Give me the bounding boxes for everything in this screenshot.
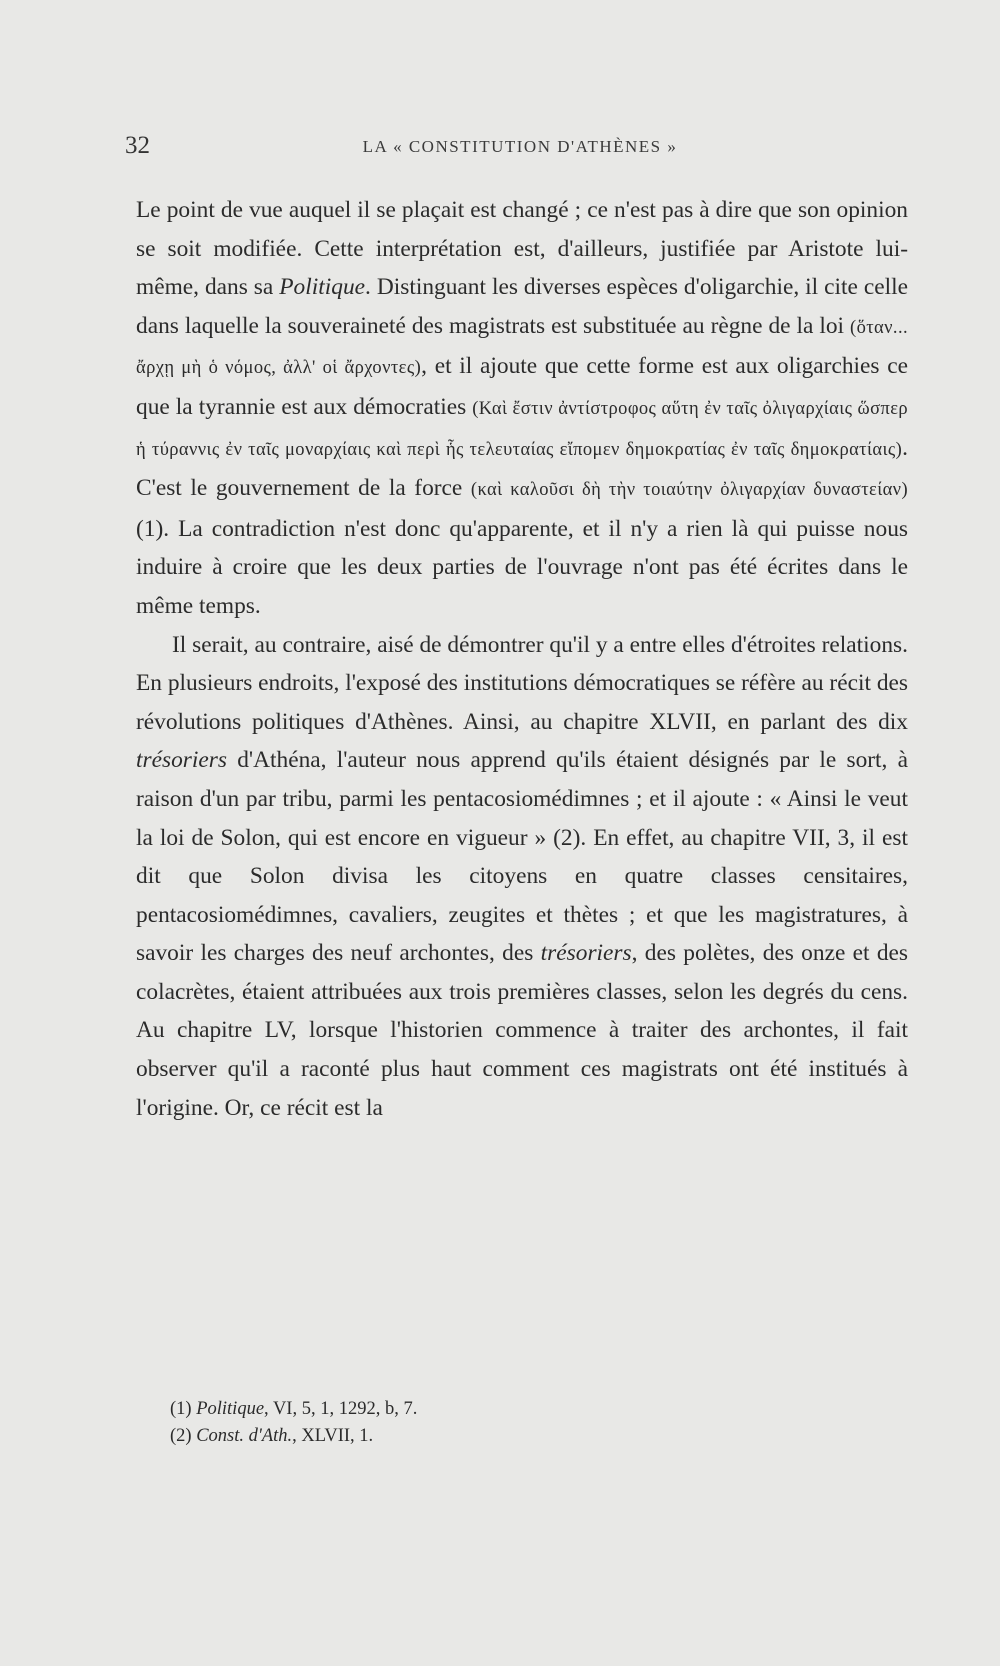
footnote-mark: (2) [170, 1426, 192, 1446]
footnote-mark: (1) [170, 1399, 192, 1419]
greek-quote: (καὶ καλοῦσι δὴ τὴν τοιαύτην ὀλιγαρχίαν δυναστείαν) [470, 480, 909, 501]
text-run: . Distinguant les diverses espèces d'oligarchie, il cite celle dans laquelle la souveraineté des magistrats est substituée au règne de la loi [136, 274, 908, 339]
text-run: Le point de vue auquel il se plaçait est changé ; ce n'est pas à dire que son opinion se soit modifiée. Cette interprétation est, d'ailleurs, justifiée par Aristote lui-même, dans sa [136, 197, 908, 301]
italic-term: Politique [279, 274, 366, 301]
text-run: . C'est le gouvernement de la force [136, 434, 908, 502]
footnote-reference: Politique [196, 1399, 265, 1419]
body-text [136, 191, 908, 1127]
page-number: 32 [125, 132, 150, 159]
footnote-citation: , XLVII, 1. [292, 1426, 374, 1446]
text-run: d'Athéna, l'auteur nous apprend qu'ils étaient désignés par le sort, à raison d'un par tribu, parmi les pentacosiomédimnes ; et il ajoute : « Ainsi le veut la loi de Solon, qui est encore en vigueur » (2). En effet, au chapitre VII, 3, il est dit que Solon divisa les citoyens en quatre classes censitaires, pentacosiomédimnes, cavaliers, zeugites et thètes ; et que les magistratures, à savoir les charges des neuf archontes, des [136, 747, 908, 967]
footnotes [170, 1396, 870, 1450]
running-title: LA « CONSTITUTION D'ATHÈNES » [362, 137, 678, 156]
text-run: (1). La contradiction n'est donc qu'apparente, et il n'y a rien là qui puisse nous induire à croire que les deux parties de l'ouvrage n'ont pas été écrites dans le même temps. [136, 515, 908, 619]
text-run: , des polètes, des onze et des colacrètes, étaient attribuées aux trois premières classes, selon les degrés du cens. Au chapitre LV, lorsque l'historien commence à traiter des archontes, il fait observer qu'il a raconté plus haut comment ces magistrats ont été institués à l'origine. Or, ce récit est la [136, 940, 908, 1121]
footnote [170, 1423, 870, 1450]
paragraph [136, 626, 908, 1128]
footnote-reference: Const. d'Ath. [196, 1426, 293, 1446]
greek-quote: (ὅταν... ἄρχῃ μὴ ὁ νόμος, ἀλλ' οἱ ἄρχοντες) [136, 317, 908, 379]
footnote [170, 1396, 870, 1423]
greek-quote: (Καὶ ἔστιν ἀντίστροφος αὕτη ἐν ταῖς ὀλιγαρχίαις ὥσπερ ἡ τύραννις ἐν ταῖς μοναρχίαις καὶ περὶ ἧς τελευταίας εἴπομεν δημοκρατίας ἐν ταῖς δημοκρατίαις) [136, 398, 908, 460]
text-run: , et il ajoute que cette forme est aux oligarchies ce que la tyrannie est aux démocraties [136, 353, 909, 420]
italic-term: trésoriers [136, 747, 227, 774]
footnote-citation: , VI, 5, 1, 1292, b, 7. [264, 1399, 418, 1419]
italic-term: trésoriers [540, 940, 632, 967]
running-head [125, 132, 915, 162]
text-run: Il serait, au contraire, aisé de démontrer qu'il y a entre elles d'étroites relations. En plusieurs endroits, l'exposé des institutions démocratiques se réfère au récit des révolutions politiques d'Athènes. Ainsi, au chapitre XLVII, en parlant des dix [136, 631, 908, 735]
paragraph [136, 191, 908, 626]
